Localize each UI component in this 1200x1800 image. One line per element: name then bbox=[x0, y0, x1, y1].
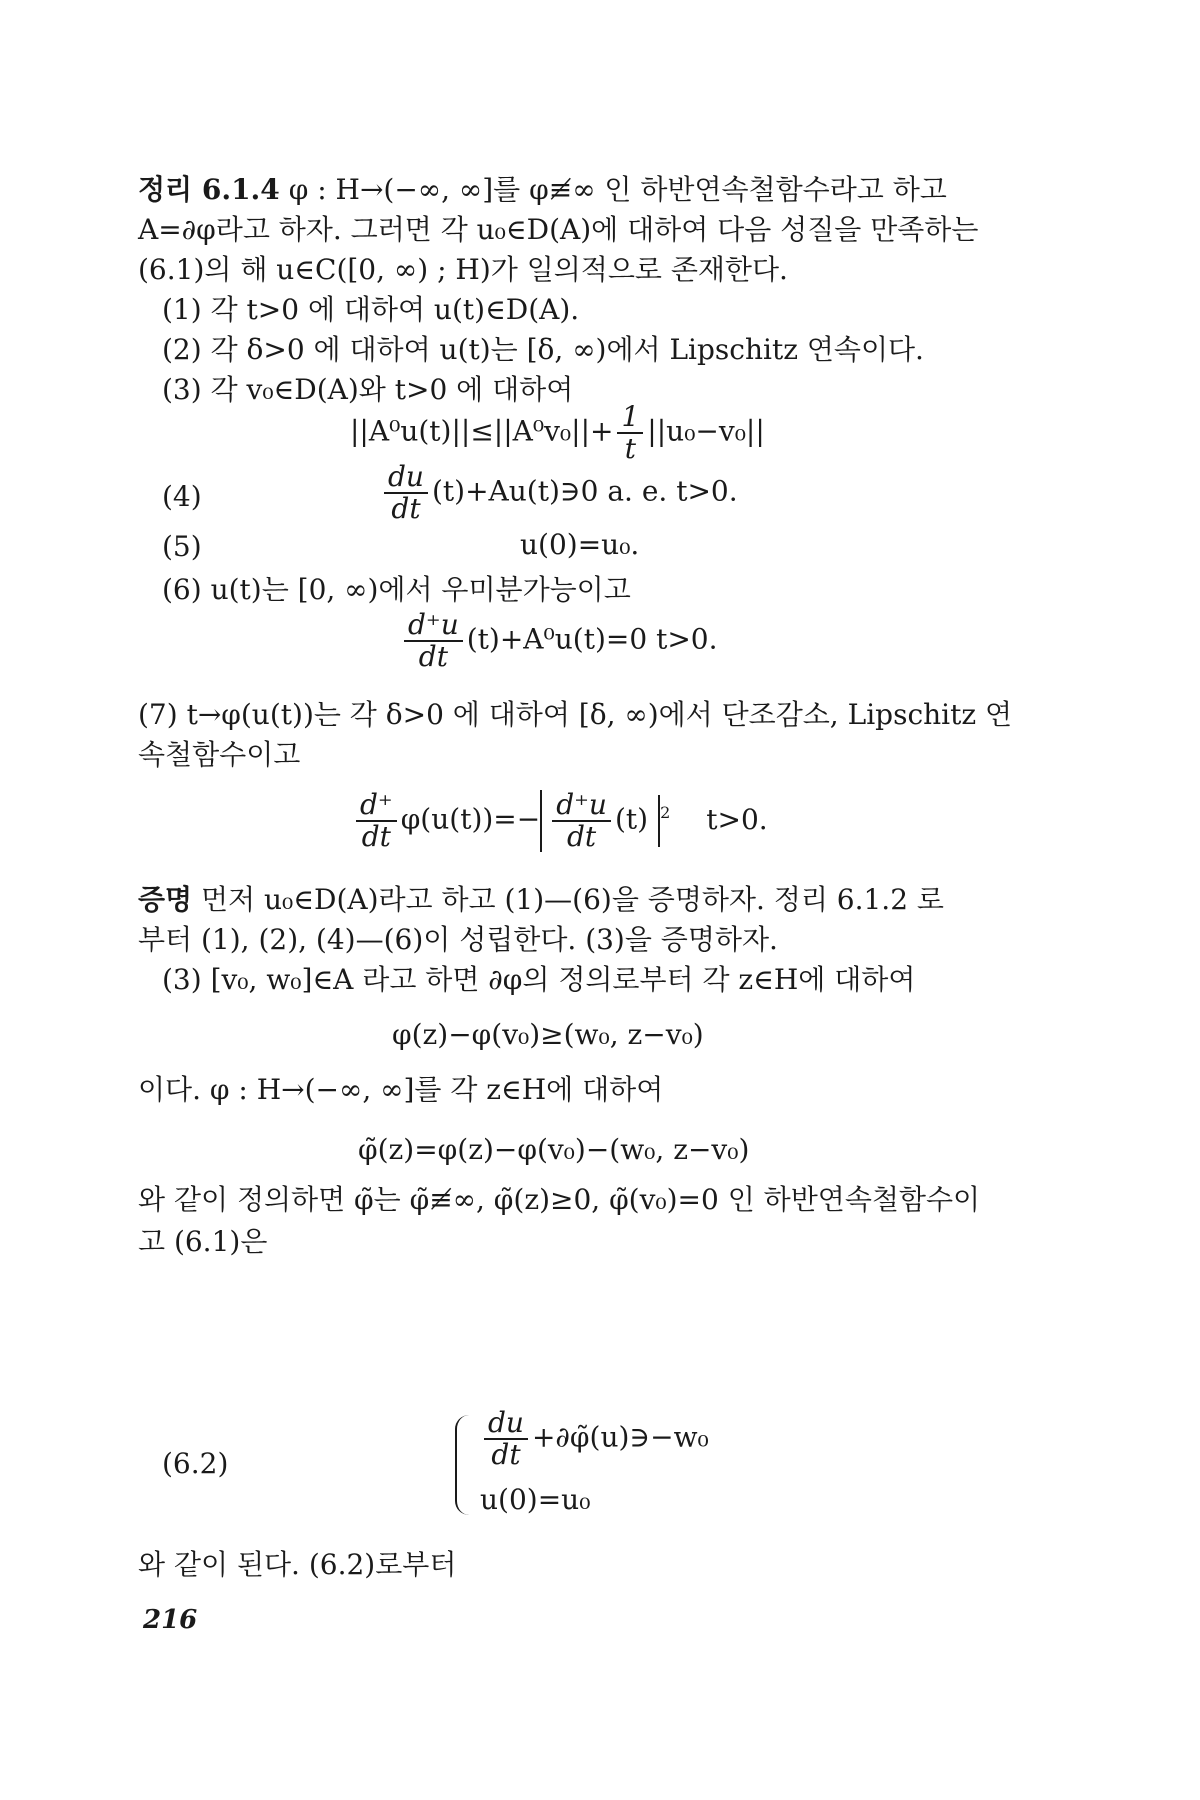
proof-line-3: (3) [v₀, w₀]∈A 라고 하면 ∂φ의 정의로부터 각 z∈H에 대하여 bbox=[162, 963, 916, 996]
theorem-intro-1: φ : H→(−∞, ∞]를 φ≢∞ 인 하반연속철함수라고 하고 bbox=[279, 173, 947, 206]
eq6-fraction bbox=[404, 610, 463, 672]
eq7-num-1: d⁺ bbox=[356, 790, 397, 822]
equation-6 bbox=[400, 610, 718, 672]
proof-line-6: 고 (6.1)은 bbox=[138, 1225, 268, 1258]
equation-b: φ̃(z)=φ(z)−φ(v₀)−(w₀, z−v₀) bbox=[358, 1133, 750, 1166]
proof-line-2: 부터 (1), (2), (4)—(6)이 성립한다. (3)을 증명하자. bbox=[138, 923, 778, 956]
eq62-den: dt bbox=[491, 1438, 521, 1471]
property-7-line-1: (7) t→φ(u(t))는 각 δ>0 에 대하여 [δ, ∞)에서 단조감소, Lipschitz 연 bbox=[138, 698, 1013, 731]
eq7-tail: t>0. bbox=[706, 802, 768, 836]
eq62-fraction bbox=[484, 1408, 528, 1470]
equation-a: φ(z)−φ(v₀)≥(w₀, z−v₀) bbox=[392, 1018, 704, 1051]
eq4-fraction bbox=[384, 462, 428, 524]
proof-line-5: 와 같이 정의하면 φ̃는 φ̃≢∞, φ̃(z)≥0, φ̃(v₀)=0 인 하반연속철함수이 bbox=[138, 1183, 981, 1216]
eq7-norm: $\frac{d^+u}{dt}$ (t) $^2$ bbox=[540, 790, 670, 852]
eq7-den-2: dt bbox=[567, 820, 597, 853]
eq3-den: t bbox=[624, 432, 637, 465]
eq7-fraction-1 bbox=[356, 790, 397, 852]
eq6-num: d⁺u bbox=[404, 610, 463, 642]
eq7-den-1: dt bbox=[361, 820, 391, 853]
property-5-label: (5) bbox=[162, 530, 202, 563]
theorem-intro-3: (6.1)의 해 u∈C([0, ∞) ; H)가 일의적으로 존재한다. bbox=[138, 253, 788, 286]
eq4-den: dt bbox=[391, 492, 421, 525]
equation-62-label: (6.2) bbox=[162, 1447, 229, 1480]
equation-5: u(0)=u₀. bbox=[520, 528, 640, 561]
equation-3 bbox=[350, 402, 765, 464]
eq3-fraction bbox=[617, 402, 643, 464]
eq7-right: (t) bbox=[614, 802, 649, 836]
theorem-heading: 정리 6.1.4 bbox=[138, 173, 280, 206]
page-number: 216 bbox=[143, 1605, 198, 1635]
property-7-line-2: 속철함수이고 bbox=[138, 738, 301, 771]
eq6-den: dt bbox=[418, 640, 448, 673]
eq62-line1: +∂φ̃(u)∋−w₀ bbox=[531, 1420, 709, 1454]
theorem-line-1 bbox=[138, 170, 947, 210]
eq4-right: (t)+Au(t)∋0 a. e. t>0. bbox=[431, 474, 738, 508]
property-4-label: (4) bbox=[162, 480, 202, 513]
left-brace bbox=[455, 1415, 475, 1515]
property-2: (2) 각 δ>0 에 대하여 u(t)는 [δ, ∞)에서 Lipschitz 연속이다. bbox=[162, 333, 924, 366]
norm-bar bbox=[652, 795, 660, 847]
equation-7 bbox=[352, 790, 768, 852]
proof-l1: 먼저 u₀∈D(A)라고 하고 (1)—(6)을 증명하자. 정리 6.1.2 로 bbox=[192, 883, 944, 916]
theorem-intro-2: A=∂φ라고 하자. 그러면 각 u₀∈D(A)에 대하여 다음 성질을 만족하는 bbox=[138, 213, 979, 246]
proof-heading: 증명 bbox=[138, 883, 193, 916]
proof-line-1 bbox=[138, 880, 944, 920]
eq4-num: du bbox=[384, 462, 428, 494]
eq6-right: (t)+A⁰u(t)=0 t>0. bbox=[466, 622, 718, 656]
proof-line-7: 와 같이 된다. (6.2)로부터 bbox=[138, 1548, 457, 1581]
proof-line-4: 이다. φ : H→(−∞, ∞]를 각 z∈H에 대하여 bbox=[138, 1073, 664, 1106]
eq3-num: 1 bbox=[617, 402, 643, 434]
property-6: (6) u(t)는 [0, ∞)에서 우미분가능이고 bbox=[162, 573, 631, 606]
equation-62-line-2: u(0)=u₀ bbox=[480, 1483, 591, 1516]
eq7-num-2: d⁺u bbox=[552, 790, 611, 822]
eq7-fraction-2 bbox=[552, 790, 611, 852]
eq3-right: ||u₀−v₀|| bbox=[647, 414, 765, 448]
property-3: (3) 각 v₀∈D(A)와 t>0 에 대하여 bbox=[162, 373, 574, 406]
eq3-left: ||A⁰u(t)||≤||A⁰v₀||+ bbox=[350, 414, 614, 448]
eq7-mid: φ(u(t))=− bbox=[400, 802, 541, 836]
eq62-num: du bbox=[484, 1408, 528, 1440]
equation-62-line-1 bbox=[480, 1408, 709, 1470]
equation-4 bbox=[380, 462, 738, 524]
property-1: (1) 각 t>0 에 대하여 u(t)∈D(A). bbox=[162, 293, 580, 326]
